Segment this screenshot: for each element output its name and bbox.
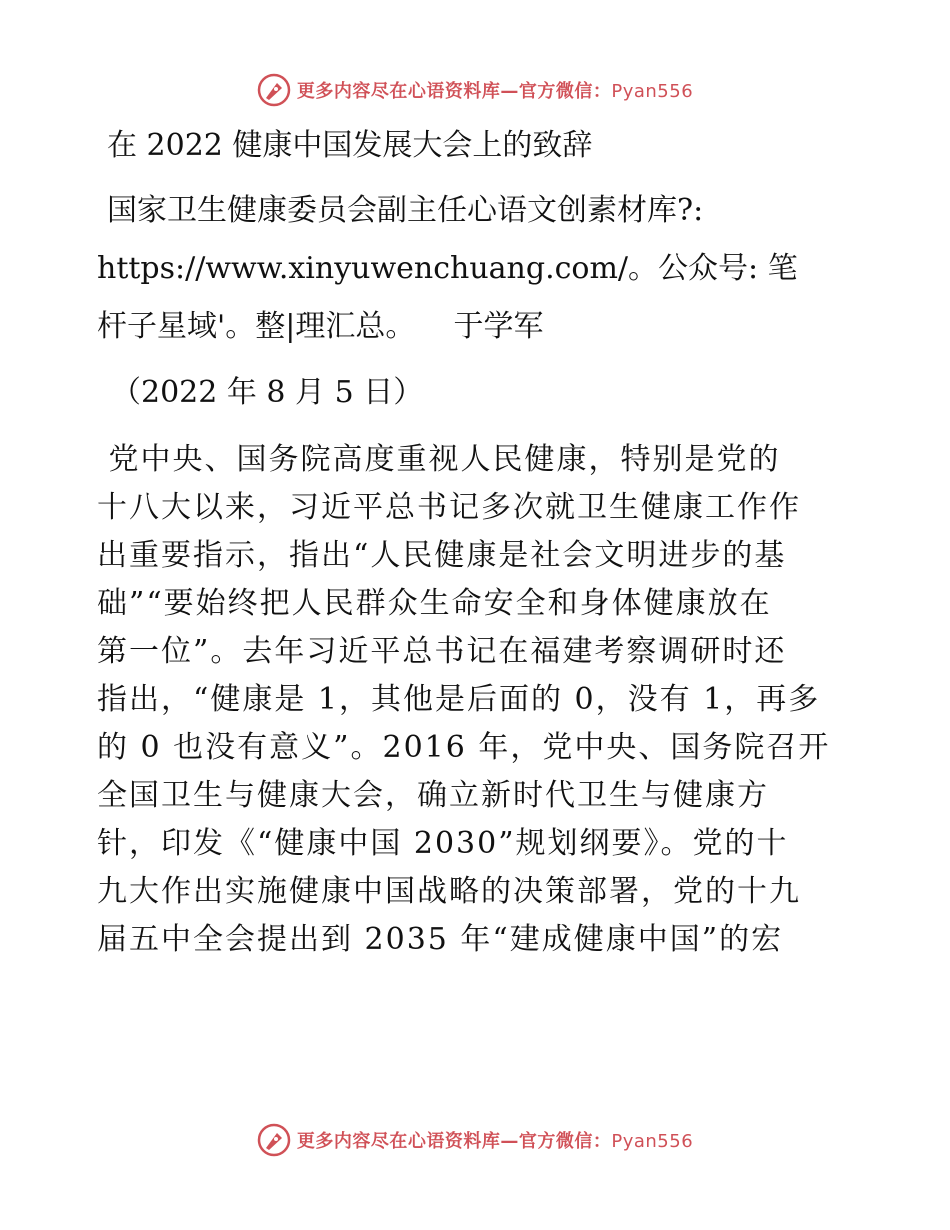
watermark-banner-top bbox=[0, 70, 950, 110]
watermark-text: 更多内容尽在心语资料库—官方微信： bbox=[296, 1131, 612, 1152]
paragraph-line: 全国卫生与健康大会，确立新时代卫生与健康方 bbox=[97, 778, 769, 813]
paragraph-line: 第一位”。去年习近平总书记在福建考察调研时还 bbox=[97, 634, 787, 669]
paragraph-line: 针，印发《“健康中国 2030”规划纲要》。党的十 bbox=[97, 826, 789, 861]
pen-nib-logo-icon bbox=[257, 1123, 291, 1157]
watermark-id: Pyan556 bbox=[611, 81, 694, 102]
meta-line: 国家卫生健康委员会副主任心语文创素材库?: bbox=[107, 193, 704, 228]
watermark-banner-bottom bbox=[0, 1120, 950, 1160]
document-body bbox=[97, 120, 857, 964]
paragraph-line: 出重要指示，指出“人民健康是社会文明进步的基 bbox=[97, 538, 787, 573]
paragraph-line: 届五中全会提出到 2035 年“建成健康中国”的宏 bbox=[97, 922, 784, 957]
speech-paragraph bbox=[97, 436, 857, 964]
watermark-id: Pyan556 bbox=[611, 1131, 694, 1152]
paragraph-line: 党中央、国务院高度重视人民健康，特别是党的 bbox=[97, 442, 781, 477]
paragraph-line: 九大作出实施健康中国战略的决策部署，党的十九 bbox=[97, 874, 801, 909]
author-meta bbox=[97, 182, 857, 356]
paragraph-line: 十八大以来，习近平总书记多次就卫生健康工作作 bbox=[97, 490, 801, 525]
speech-date: （2022 年 8 月 5 日） bbox=[111, 375, 424, 410]
page-title: 在 2022 健康中国发展大会上的致辞 bbox=[107, 128, 593, 163]
meta-line-url: https://www.xinyuwenchuang.com/。公众号: 笔 bbox=[97, 251, 798, 286]
watermark-text: 更多内容尽在心语资料库—官方微信： bbox=[296, 81, 612, 102]
paragraph-line: 的 0 也没有意义”。2016 年，党中央、国务院召开 bbox=[97, 730, 831, 765]
paragraph-line: 指出，“健康是 1，其他是后面的 0，没有 1，再多 bbox=[97, 682, 821, 717]
paragraph-line: 础”“要始终把人民群众生命安全和身体健康放在 bbox=[97, 586, 772, 621]
meta-line: 杆子星域'。整|理汇总。 于学军 bbox=[97, 309, 544, 344]
pen-nib-logo-icon bbox=[257, 73, 291, 107]
